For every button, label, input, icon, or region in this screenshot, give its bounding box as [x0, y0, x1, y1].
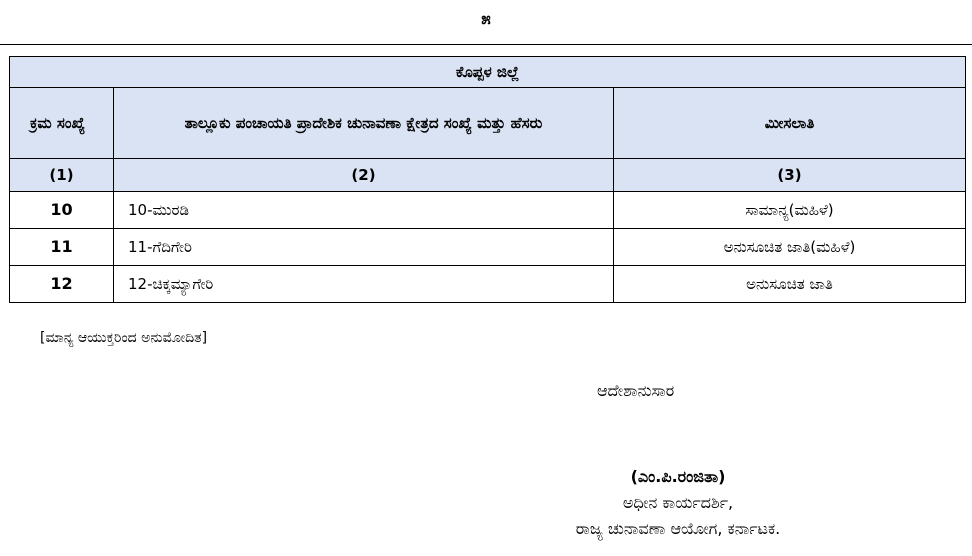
page-number: ೫ — [481, 9, 491, 29]
row-reservation: ಸಾಮಾನ್ಯ(ಮಹಿಳೆ) — [614, 192, 966, 229]
column-number-2: (2) — [114, 159, 614, 192]
row-serial-number: 12 — [10, 266, 114, 303]
header-reservation: ಮೀಸಲಾತಿ — [614, 88, 966, 159]
signature-block — [440, 464, 916, 542]
district-title-row — [10, 57, 966, 88]
approval-note: [ಮಾನ್ಯ ಆಯುಕ್ತರಿಂದ ಅನುಮೋದಿತ] — [40, 330, 208, 346]
reservation-table — [9, 56, 966, 303]
row-constituency-name: 10-ಮುರಡಿ — [114, 192, 614, 229]
signatory-office: ರಾಜ್ಯ ಚುನಾವಣಾ ಆಯೋಗ, ಕರ್ನಾಟಕ. — [575, 519, 781, 538]
row-reservation: ಅನುಸೂಚಿತ ಜಾತಿ(ಮಹಿಳೆ) — [614, 229, 966, 266]
row-reservation: ಅನುಸೂಚಿತ ಜಾತಿ — [614, 266, 966, 303]
row-serial-number: 11 — [10, 229, 114, 266]
header-serial-number: ಕ್ರಮ ಸಂಖ್ಯೆ — [10, 88, 114, 159]
row-constituency-name: 12-ಚಿಕ್ಕಮ್ಯಾಗೇರಿ — [114, 266, 614, 303]
column-number-1: (1) — [10, 159, 114, 192]
row-serial-number: 10 — [10, 192, 114, 229]
table-row — [10, 266, 966, 303]
table-row — [10, 229, 966, 266]
row-constituency-name: 11-ಗೆದಿಗೇರಿ — [114, 229, 614, 266]
signatory-designation: ಅಧೀನ ಕಾರ್ಯದರ್ಶಿ, — [622, 493, 734, 512]
signatory-name: (ಎಂ.ಪಿ.ರಂಜಿತಾ) — [630, 467, 726, 486]
header-constituency: ತಾಲ್ಲೂಕು ಪಂಚಾಯತಿ ಪ್ರಾದೇಶಿಕ ಚುನಾವಣಾ ಕ್ಷೇತ್ರದ ಸಂಖ್ಯೆ ಮತ್ತು ಹೆಸರು — [114, 88, 614, 159]
column-number-row — [10, 159, 966, 192]
column-number-3: (3) — [614, 159, 966, 192]
table-header-row — [10, 88, 966, 159]
top-divider — [0, 44, 972, 45]
table-row — [10, 192, 966, 229]
district-title: ಕೊಪ್ಪಳ ಜಿಲ್ಲೆ — [10, 57, 966, 88]
signoff-text: ಆದೇಶಾನುಸಾರ — [597, 381, 675, 400]
